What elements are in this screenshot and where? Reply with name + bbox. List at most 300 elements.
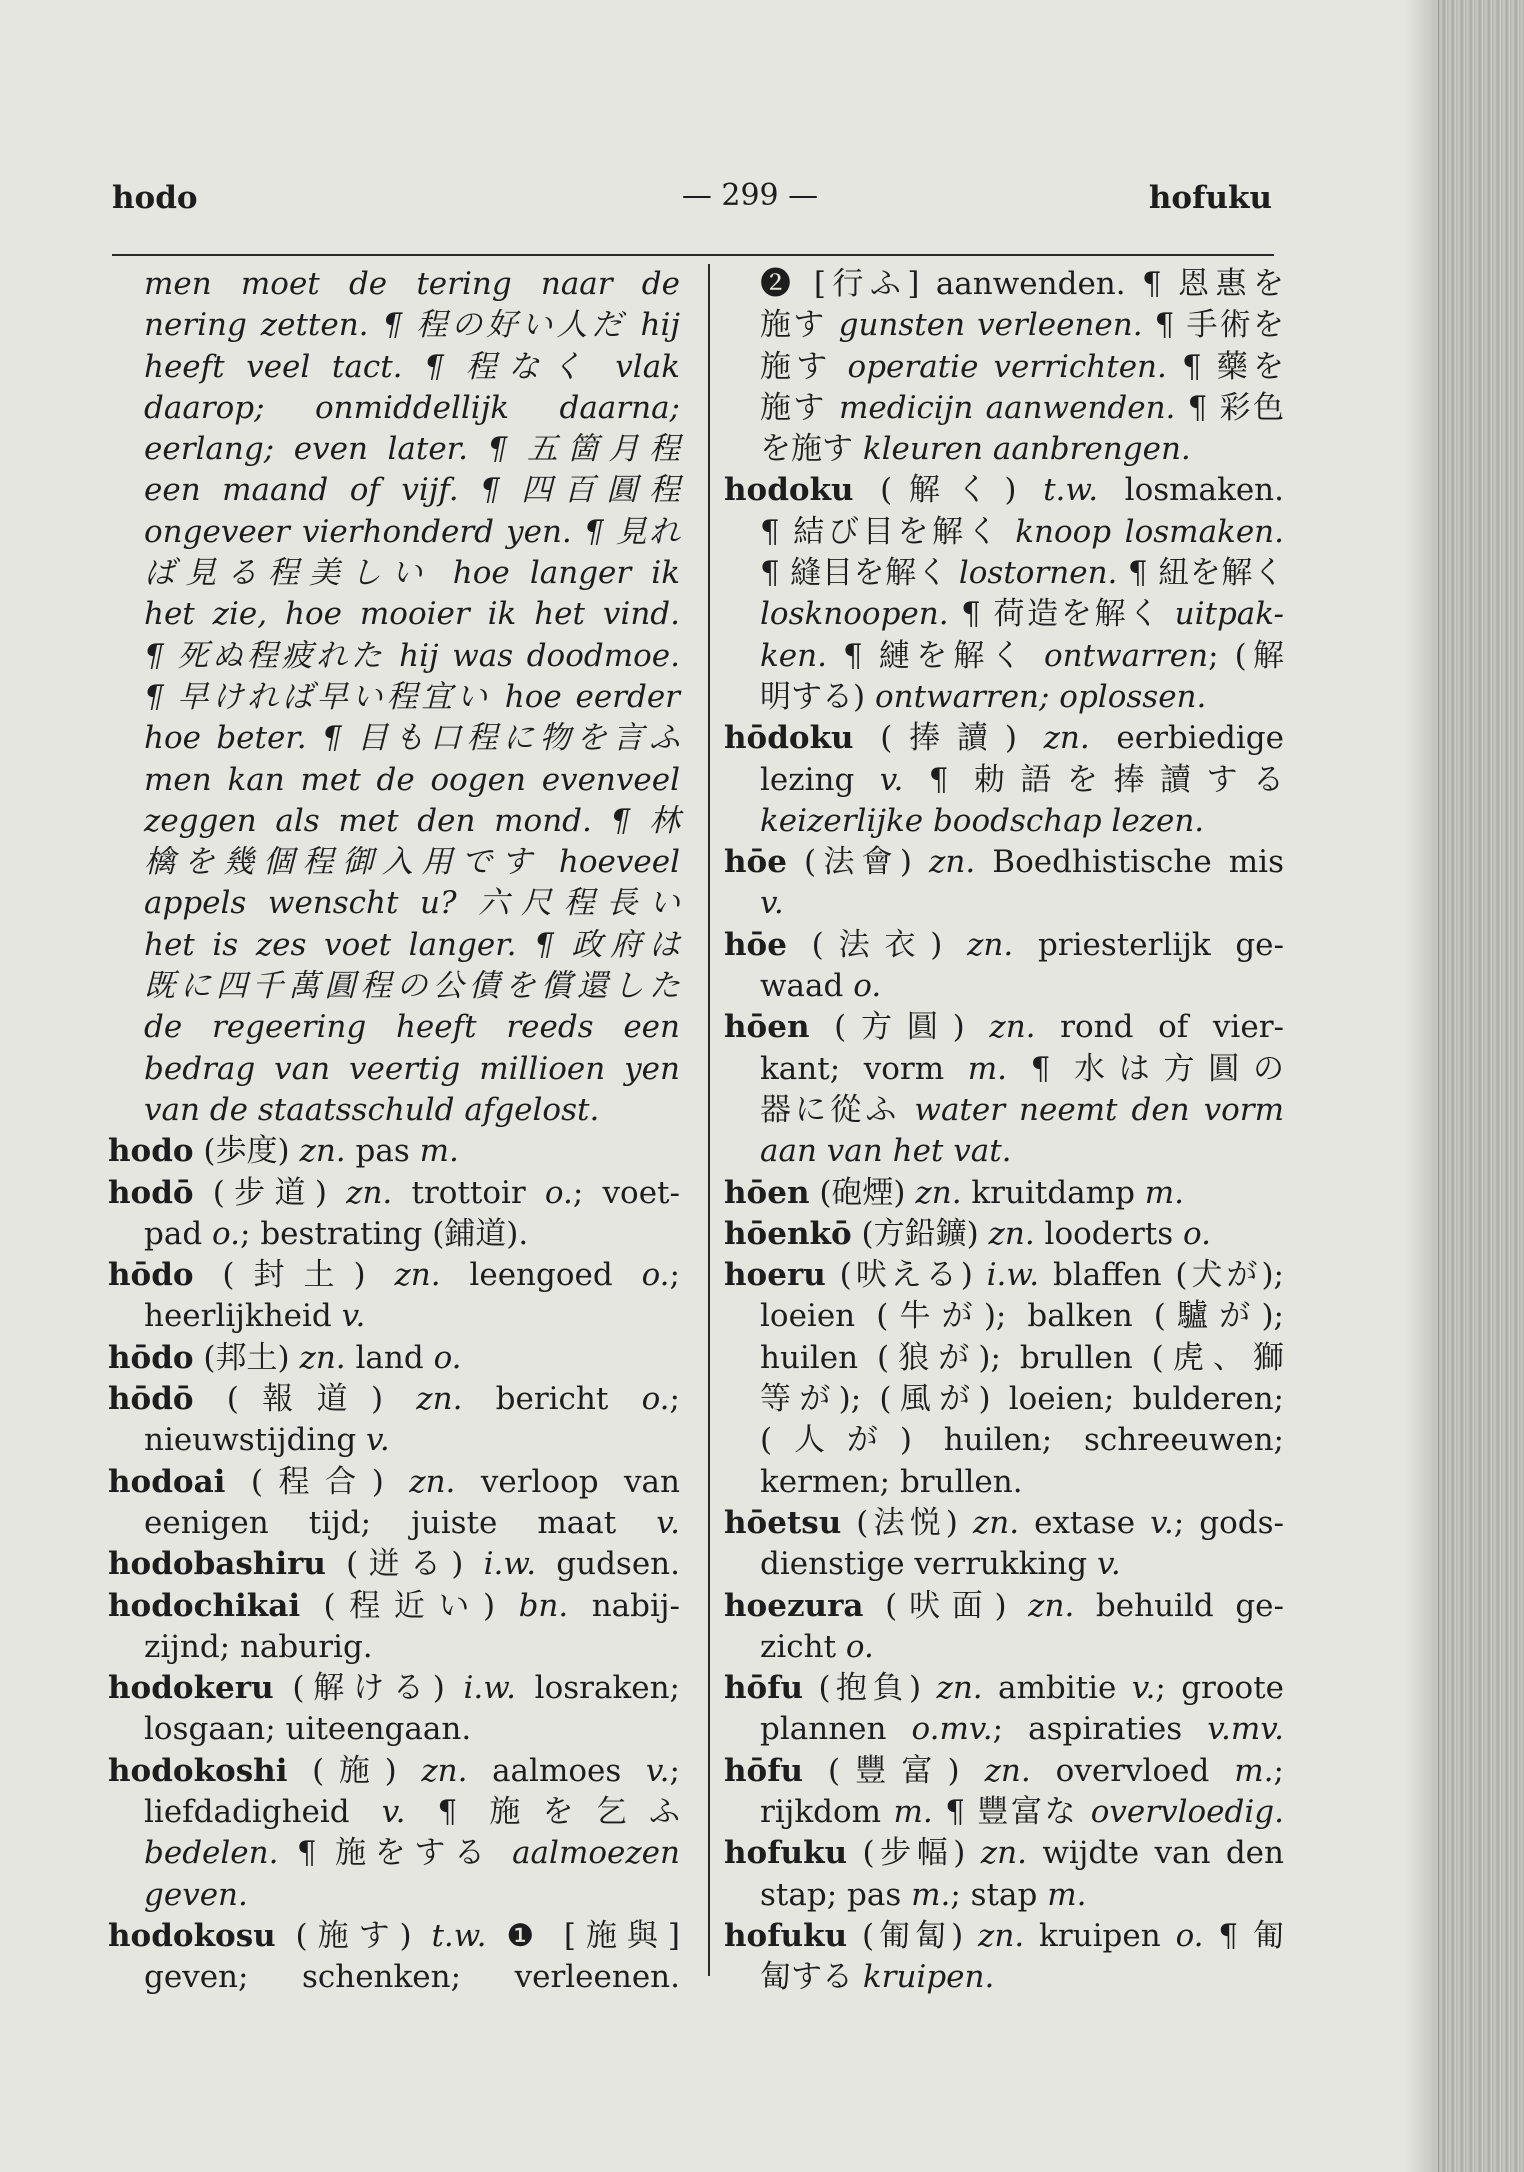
entry-line — [724, 1586, 1284, 1627]
headword: hodobashiru — [108, 1546, 326, 1583]
entry-text: (迸る) — [325, 1546, 484, 1583]
entry-line — [108, 1544, 680, 1585]
entry-text: ; aspiraties — [992, 1711, 1208, 1748]
entry-text: losraken; — [515, 1670, 680, 1707]
entry-text: (砲煙) — [809, 1174, 916, 1211]
headword: hofuku — [724, 1917, 848, 1954]
entry-text: (方鉛鑛) — [851, 1215, 989, 1252]
headword: hōdō — [108, 1381, 194, 1418]
entry-text: o. — [1175, 1917, 1204, 1954]
entry-line — [108, 594, 680, 635]
entry-text: een maand of vijf. ¶ 四百圓程 — [144, 472, 680, 509]
entry-text: (解ける) — [273, 1670, 464, 1707]
entry-text: heeft veel tact. ¶ 程なく vlak — [144, 348, 680, 385]
headword: hodō — [108, 1174, 194, 1211]
entry-text: kruitdamp — [961, 1174, 1145, 1211]
entry-text: zn. — [980, 1835, 1027, 1872]
entry-text: v. — [645, 1752, 670, 1789]
entry-text: (吠面) — [863, 1587, 1029, 1624]
entry-line — [724, 883, 1284, 924]
entry-text: (解く) — [853, 472, 1044, 509]
entry-text: v. — [879, 761, 904, 798]
entry-text: (人が) huilen; schreeuwen; — [760, 1422, 1284, 1459]
entry-line — [724, 1338, 1284, 1379]
entry-text: dienstige verrukking — [760, 1546, 1098, 1583]
headword: hodokeru — [108, 1670, 274, 1707]
entry-text: ¶ 彩色 — [1175, 389, 1284, 426]
entry-text: nabij- — [568, 1587, 680, 1624]
header-rule — [112, 254, 1274, 256]
entry-line — [724, 636, 1284, 677]
entry-text: m. — [1047, 1876, 1087, 1913]
entry-text: ¶ 水は方圓の — [1007, 1050, 1285, 1087]
entry-text: 檎を幾個程御入用です hoeveel — [144, 844, 680, 881]
entry-text: o. — [853, 968, 882, 1005]
entry-text: heerlijkheid — [144, 1298, 342, 1335]
entry-line — [108, 1833, 680, 1874]
entry-line — [108, 1668, 680, 1709]
entry-text: o. — [845, 1628, 874, 1665]
entry-text: het is zes voet langer. ¶ 政府は — [144, 926, 680, 963]
entry-text: 施す — [760, 389, 840, 426]
entry-text: zijnd; naburig. — [144, 1628, 373, 1665]
entry-text: o. — [544, 1174, 573, 1211]
entry-text: lezing — [760, 761, 880, 798]
entry-text: kruipen. — [862, 1959, 995, 1996]
entry-line — [724, 1544, 1284, 1585]
entry-line — [108, 1957, 680, 1998]
entry-line — [108, 1296, 680, 1337]
entry-line — [724, 594, 1284, 635]
entry-line — [108, 553, 680, 594]
page-gutter-shadow — [1405, 0, 1439, 2172]
headword: hōfu — [724, 1670, 804, 1707]
entry-text: を施す — [760, 431, 863, 468]
entry-text: zn. — [421, 1752, 468, 1789]
entry-line — [108, 1049, 680, 1090]
entry-text: ambitie — [982, 1670, 1132, 1707]
entry-text: ¶ 藥を — [1166, 348, 1284, 385]
entry-text: pas — [345, 1133, 420, 1170]
left-column — [108, 264, 680, 1996]
entry-text: blaffen (犬が); — [1039, 1257, 1284, 1294]
entry-text: m. — [911, 1876, 951, 1913]
headword: hōen — [724, 1174, 810, 1211]
entry-text: van de staatsschuld afgelost. — [144, 1091, 600, 1128]
entry-text: zn. — [346, 1174, 393, 1211]
running-head-right: hofuku — [1148, 180, 1272, 216]
entry-text: 明する) — [760, 678, 875, 715]
entry-text: lostornen. — [958, 555, 1118, 592]
entry-line — [724, 1214, 1284, 1255]
entry-text: ば見る程美しい hoe langer ik — [144, 555, 680, 592]
headword: hodokoshi — [108, 1752, 288, 1789]
entry-text: gudsen. — [536, 1546, 680, 1583]
entry-text: ; stap — [950, 1876, 1048, 1913]
entry-text: daarop; onmiddellijk daarna; — [144, 389, 680, 426]
entry-text: zn. — [972, 1504, 1020, 1541]
entry-text: (法衣) — [786, 926, 968, 963]
entry-text: v. — [1131, 1670, 1156, 1707]
entry-text: Boedhistische mis — [975, 844, 1284, 881]
entry-text: ¶ 豐富な — [932, 1793, 1091, 1830]
entry-text: water neemt den vorm — [914, 1091, 1284, 1128]
entry-text: land — [345, 1339, 434, 1376]
entry-text: zn. — [394, 1257, 441, 1294]
entry-text: men kan met de oogen evenveel — [144, 761, 680, 798]
page-number: — 299 — — [681, 178, 819, 213]
entry-text: (吠える) — [825, 1257, 987, 1294]
entry-line — [724, 1090, 1284, 1131]
entry-text: o. — [212, 1215, 241, 1252]
entry-line — [108, 718, 680, 759]
entry-line — [108, 1751, 680, 1792]
entry-text: m. — [893, 1793, 933, 1830]
entry-text: (方圓) — [809, 1009, 990, 1046]
entry-text: bedelen. — [144, 1835, 279, 1872]
entry-text: (豐富) — [803, 1752, 985, 1789]
headword: hōdo — [108, 1257, 194, 1294]
entry-line — [108, 429, 680, 470]
entry-text: ; — [669, 1752, 680, 1789]
headword: hōenkō — [724, 1215, 852, 1252]
entry-line — [724, 1255, 1284, 1296]
entry-line — [724, 470, 1284, 511]
entry-text: losgaan; uiteengaan. — [144, 1711, 472, 1748]
entry-line — [108, 1131, 680, 1172]
entry-text: bn. — [518, 1587, 569, 1624]
entry-text: (抱負) — [803, 1670, 937, 1707]
entry-text: (步幅) — [847, 1835, 981, 1872]
entry-text: zn. — [1028, 1587, 1075, 1624]
entry-text: ¶ 死ぬ程疲れた hij was doodmoe. — [144, 637, 680, 674]
entry-line — [108, 388, 680, 429]
entry-text: de regeering heeft reeds een — [144, 1009, 680, 1046]
entry-text: ¶ 早ければ早い程宜い hoe eerder — [144, 678, 680, 715]
entry-line — [724, 1379, 1284, 1420]
entry-text: geven. — [144, 1876, 248, 1913]
entry-text: leengoed — [440, 1257, 642, 1294]
entry-text: zn. — [416, 1381, 463, 1418]
entry-text: rijkdom — [760, 1793, 894, 1830]
entry-line — [108, 512, 680, 553]
entry-text: nieuwstijding — [144, 1422, 367, 1459]
entry-text: zn. — [915, 1174, 962, 1211]
entry-line — [108, 636, 680, 677]
entry-text: (報道) — [193, 1381, 417, 1418]
entry-text: ontwarren — [1044, 637, 1209, 674]
entry-text: (邦土) — [193, 1339, 300, 1376]
entry-text: appels wenscht u? 六尺程長い — [144, 885, 680, 922]
entry-text: knoop losmaken. — [1015, 513, 1284, 550]
book-page-edges — [1438, 0, 1524, 2172]
entry-line — [724, 264, 1284, 305]
entry-line — [724, 842, 1284, 883]
entry-line — [724, 1173, 1284, 1214]
entry-text: i.w. — [986, 1257, 1040, 1294]
entry-text: 等が); (風が) loeien; bulderen; — [760, 1381, 1284, 1418]
entry-text: o.mv. — [911, 1711, 993, 1748]
entry-text: trottoir — [392, 1174, 545, 1211]
entry-text: v. — [656, 1504, 680, 1541]
entry-line — [108, 1420, 680, 1461]
entry-text: ❷ [行ふ] aanwenden. ¶ 恩惠を — [760, 266, 1284, 302]
running-head-left: hodo — [112, 180, 198, 216]
entry-text: zn. — [984, 1752, 1031, 1789]
entry-line — [108, 1090, 680, 1131]
entry-text: v. — [366, 1422, 390, 1459]
entry-line — [724, 966, 1284, 1007]
entry-text: ongeveer vierhonderd yen. ¶ 見れ — [144, 513, 680, 550]
entry-line — [108, 1627, 680, 1668]
headword: hodochikai — [108, 1587, 301, 1624]
entry-text: ¶ 縫目を解く — [760, 555, 959, 592]
entry-text: ¶ 縺を解く — [826, 637, 1045, 674]
entry-text: o. — [641, 1381, 670, 1418]
entry-line — [108, 1462, 680, 1503]
entry-line — [724, 1668, 1284, 1709]
entry-line — [108, 1875, 680, 1916]
entry-text: v. — [760, 885, 784, 922]
entry-line — [108, 760, 680, 801]
entry-text: losmaken. — [1098, 472, 1284, 509]
entry-line — [724, 1131, 1284, 1172]
entry-line — [108, 842, 680, 883]
entry-text: losknoopen. — [760, 596, 949, 633]
entry-text: (施) — [287, 1752, 422, 1789]
entry-text: huilen (狼が); brullen (虎、獅 — [760, 1339, 1284, 1376]
column-divider — [708, 264, 710, 1976]
headword: hofuku — [724, 1835, 848, 1872]
entry-text: zn. — [978, 1917, 1025, 1954]
entry-text: m. — [967, 1050, 1008, 1087]
entry-text: zn. — [299, 1339, 346, 1376]
entry-text: (步道) — [193, 1174, 347, 1211]
entry-text: ; bestrating (鋪道). — [240, 1215, 529, 1252]
entry-text: m. — [1234, 1752, 1274, 1789]
entry-text: ; — [1273, 1752, 1284, 1789]
entry-text: zn. — [936, 1670, 983, 1707]
entry-text: keizerlijke boodschap lezen. — [760, 802, 1205, 839]
entry-text: zn. — [929, 844, 976, 881]
entry-text: nering zetten. ¶ 程の好い人だ hij — [144, 307, 680, 344]
entry-text: ; (解 — [1208, 637, 1284, 674]
entry-text: waad — [760, 968, 854, 1005]
entry-line — [108, 347, 680, 388]
entry-text: looderts — [1034, 1215, 1184, 1252]
entry-line — [724, 1957, 1284, 1998]
entry-text: kant; vorm — [760, 1050, 968, 1087]
entry-line — [108, 883, 680, 924]
entry-text: priesterlijk ge- — [1013, 926, 1284, 963]
entry-text: behuild ge- — [1074, 1587, 1284, 1624]
entry-line — [724, 1462, 1284, 1503]
entry-line — [724, 760, 1284, 801]
entry-text: uitpak- — [1174, 596, 1284, 633]
entry-line — [108, 264, 680, 305]
entry-line — [108, 801, 680, 842]
entry-text: pad — [144, 1215, 213, 1252]
entry-line — [724, 1420, 1284, 1461]
entry-line — [108, 1586, 680, 1627]
entry-line — [724, 512, 1284, 553]
entry-line — [724, 718, 1284, 759]
entry-text: o. — [641, 1257, 670, 1294]
entry-text: zeggen als met den mond. ¶ 林 — [144, 802, 680, 839]
entry-line — [724, 553, 1284, 594]
entry-text: v. — [341, 1298, 366, 1335]
entry-text: zn. — [989, 1009, 1036, 1046]
entry-text: o. — [1183, 1215, 1212, 1252]
entry-text: (匍匐) — [847, 1917, 979, 1954]
headword: hōdoku — [724, 720, 854, 757]
entry-line — [724, 1916, 1284, 1957]
entry-line — [724, 1792, 1284, 1833]
entry-line — [108, 305, 680, 346]
entry-line — [724, 801, 1284, 842]
entry-text: ¶ 紐を解く — [1117, 555, 1284, 592]
entry-text: (法會) — [786, 844, 930, 881]
headword: hōen — [724, 1009, 810, 1046]
entry-line — [108, 1338, 680, 1379]
entry-line — [724, 305, 1284, 346]
entry-line — [724, 347, 1284, 388]
entry-text: bericht — [462, 1381, 642, 1418]
headword: hōdo — [108, 1339, 194, 1376]
entry-line — [108, 1709, 680, 1750]
entry-line — [724, 1627, 1284, 1668]
entry-text: zicht — [760, 1628, 846, 1665]
entry-text: extase — [1019, 1504, 1151, 1541]
entry-text: zn. — [1043, 720, 1090, 757]
entry-text: ken. — [760, 637, 827, 674]
entry-line — [724, 1833, 1284, 1874]
entry-text: 施す — [760, 348, 848, 385]
entry-text: overvloedig. — [1090, 1793, 1284, 1830]
entry-text: overvloed — [1030, 1752, 1235, 1789]
headword: hōe — [724, 926, 787, 963]
entry-line — [108, 1173, 680, 1214]
entry-text: (法悦) — [841, 1504, 973, 1541]
entry-text: (封土) — [193, 1257, 395, 1294]
entry-text: o. — [433, 1339, 462, 1376]
entry-text: aalmoezen — [512, 1835, 680, 1872]
entry-text: ❶ [施與] — [486, 1917, 680, 1954]
entry-text: ¶ 荷造を解く — [948, 596, 1175, 633]
entry-text: ; — [669, 1257, 680, 1294]
entry-text: 匐する — [760, 1959, 863, 1996]
entry-text: stap; pas — [760, 1876, 912, 1913]
entry-text: ; voet- — [572, 1174, 680, 1211]
entry-text: v. — [381, 1793, 406, 1830]
entry-text: kermen; brullen. — [760, 1463, 1023, 1500]
entry-text: aalmoes — [467, 1752, 646, 1789]
entry-line — [108, 677, 680, 718]
headword: hōfu — [724, 1752, 804, 1789]
entry-text: ; — [669, 1381, 680, 1418]
entry-line — [724, 1007, 1284, 1048]
entry-text: kruipen — [1024, 1917, 1176, 1954]
entry-text: (程近い) — [300, 1587, 519, 1624]
entry-text: t.w. — [1043, 472, 1099, 509]
entry-line — [108, 1792, 680, 1833]
entry-text: (程合) — [225, 1463, 410, 1500]
entry-text: m. — [1144, 1174, 1185, 1211]
entry-line — [724, 1875, 1284, 1916]
headword: hodoai — [108, 1463, 226, 1500]
entry-text: i.w. — [463, 1670, 516, 1707]
entry-text: het zie, hoe mooier ik het vind. — [144, 596, 680, 633]
entry-text: v.mv. — [1207, 1711, 1284, 1748]
headword: hoezura — [724, 1587, 864, 1624]
entry-text: plannen — [760, 1711, 912, 1748]
headword: hōe — [724, 844, 787, 881]
entry-text: zn. — [967, 926, 1014, 963]
entry-line — [108, 1007, 680, 1048]
entry-text: v. — [1097, 1546, 1121, 1583]
entry-text: zn. — [299, 1133, 346, 1170]
entry-text: ¶ 勅語を捧讀する — [903, 761, 1285, 798]
entry-text: ; groote — [1155, 1670, 1284, 1707]
entry-text: medicijn aanwenden. — [839, 389, 1176, 426]
entry-text: kleuren aanbrengen. — [862, 431, 1191, 468]
entry-text: operatie verrichten. — [847, 348, 1167, 385]
entry-text: gunsten verleenen. — [838, 307, 1143, 344]
entry-text: ¶ 手術を — [1142, 307, 1284, 344]
headword: hodokosu — [108, 1917, 276, 1954]
entry-line — [724, 1049, 1284, 1090]
entry-text: (捧讀) — [853, 720, 1044, 757]
entry-line — [724, 1296, 1284, 1337]
entry-line — [108, 1214, 680, 1255]
entry-text: 既に四千萬圓程の公債を償還した — [144, 968, 680, 1005]
entry-text: ontwarren; oplossen. — [874, 678, 1207, 715]
entry-text: m. — [419, 1133, 459, 1170]
entry-text: ¶ 施をする — [278, 1835, 513, 1872]
entry-line — [108, 1503, 680, 1544]
entry-text: geven; schenken; verleenen. — [144, 1959, 680, 1996]
entry-text: bedrag van veertig millioen yen — [144, 1050, 680, 1087]
entry-line — [108, 966, 680, 1007]
entry-text: ¶ 施を乞ふ — [405, 1793, 680, 1830]
entry-text: 施す — [760, 307, 839, 344]
entry-text: loeien (牛が); balken (驢が); — [760, 1298, 1284, 1335]
entry-text: eenigen tijd; juiste maat — [144, 1504, 657, 1541]
entry-text: verloop van — [455, 1463, 680, 1500]
entry-text: (施す) — [275, 1917, 432, 1954]
entry-line — [108, 925, 680, 966]
entry-text: v. — [1150, 1504, 1174, 1541]
headword: hoeru — [724, 1257, 826, 1294]
entry-text: hoe beter. ¶ 目も口程に物を言ふ — [144, 720, 680, 757]
entry-text: eerlang; even later. ¶ 五箇月程 — [144, 431, 680, 468]
entry-text: zn. — [988, 1215, 1035, 1252]
entry-line — [108, 1255, 680, 1296]
entry-line — [724, 677, 1284, 718]
entry-text: liefdadigheid — [144, 1793, 382, 1830]
entry-text: ¶ 匍 — [1203, 1917, 1284, 1954]
entry-text: men moet de tering naar de — [144, 266, 680, 302]
entry-text: (歩度) — [193, 1133, 300, 1170]
right-column — [724, 264, 1285, 1996]
entry-line — [724, 1709, 1284, 1750]
entry-line — [108, 1379, 680, 1420]
entry-text: aan van het vat. — [760, 1133, 1012, 1170]
entry-line — [108, 1916, 680, 1957]
entry-line — [724, 429, 1284, 470]
entry-text: 器に從ふ — [760, 1091, 915, 1128]
entry-text: rond of vier- — [1035, 1009, 1284, 1046]
